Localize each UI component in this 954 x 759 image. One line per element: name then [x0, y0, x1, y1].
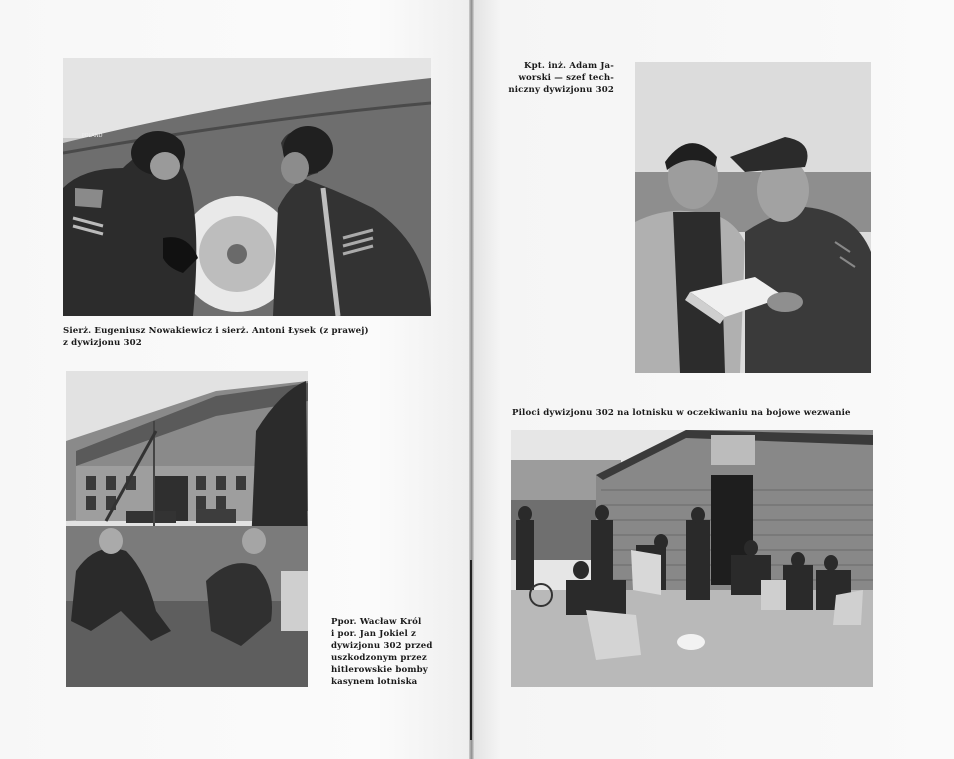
caption-line: hitlerowskie bomby	[331, 665, 428, 675]
caption-line: worski — szef tech-	[518, 73, 614, 83]
caption-line: Piloci dywizjonu 302 na lotnisku w oczekiwaniu na bojowe wezwanie	[512, 408, 851, 418]
photo-damaged-casino	[66, 371, 308, 687]
gutter-shadow-line	[470, 560, 472, 740]
photo-pilots-hut	[511, 430, 873, 687]
caption-line: i por. Jan Jokiel z	[331, 629, 417, 639]
caption-line: dywizjonu 302 przed	[331, 641, 433, 651]
caption-pilots	[63, 325, 369, 349]
caption-hut	[512, 407, 851, 419]
caption-line: niczny dywizjonu 302	[508, 85, 614, 95]
squadron-badge: POLAND	[81, 133, 103, 139]
caption-casino	[331, 616, 437, 688]
caption-line: Ppor. Wacław Król	[331, 617, 422, 627]
caption-line: Kpt. inż. Adam Ja-	[523, 61, 614, 71]
caption-line: kasynem lotniska	[331, 677, 418, 687]
photo-officers	[635, 62, 871, 373]
caption-line: z dywizjonu 302	[63, 338, 142, 348]
photo-pilots-aircraft	[63, 58, 431, 316]
caption-line: uszkodzonym przez	[331, 653, 427, 663]
caption-line: Sierż. Eugeniusz Nowakiewicz i sierż. Antoni Łysek (z prawej)	[63, 326, 369, 336]
caption-officers	[506, 60, 614, 96]
